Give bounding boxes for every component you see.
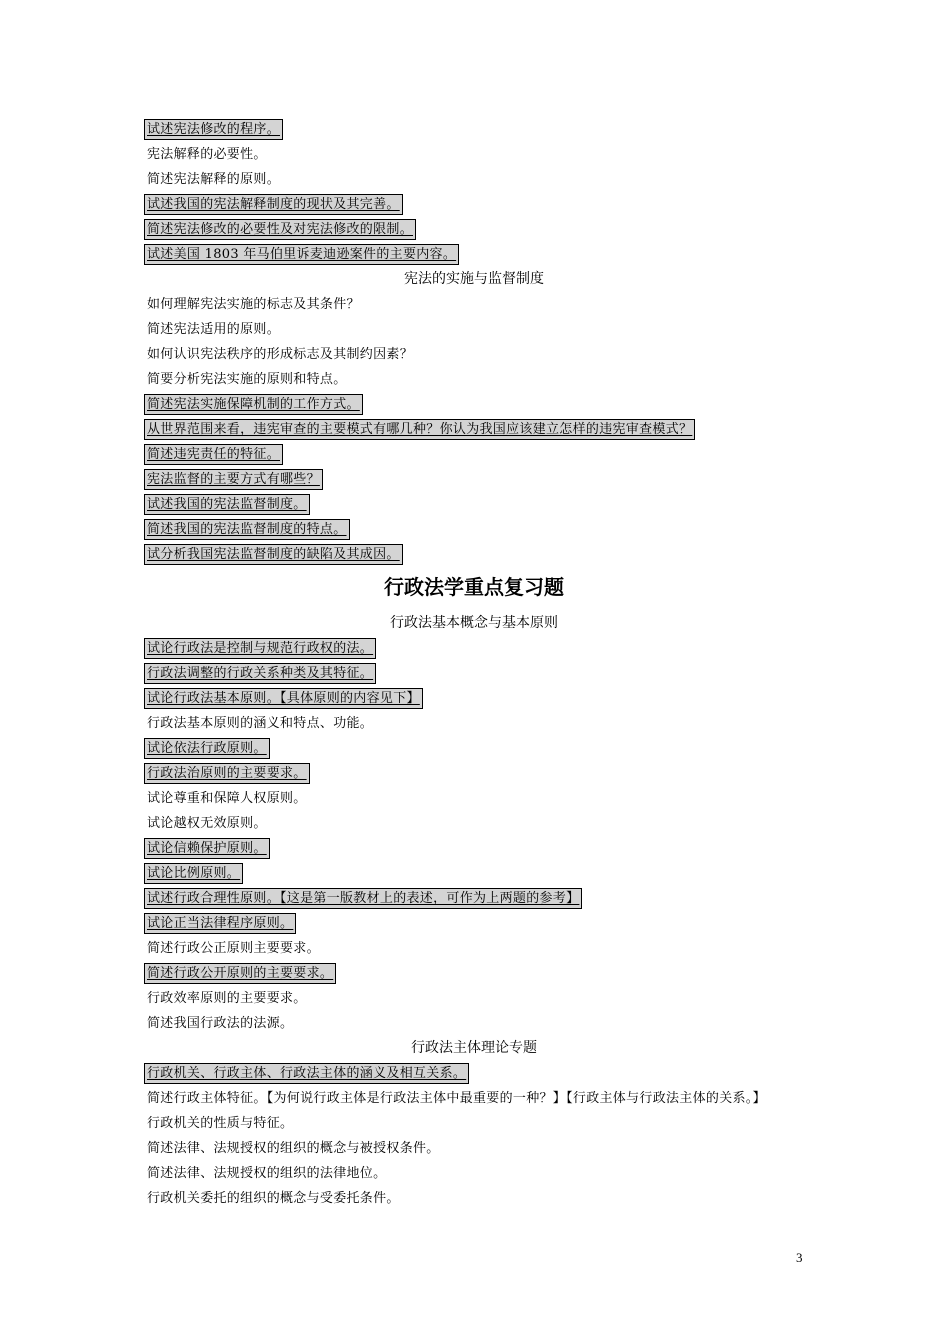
question-text: 简述行政公正原则主要要求。 (147, 941, 320, 956)
question-text: 简述我国的宪法监督制度的特点。 (144, 519, 350, 540)
question-text: 简述宪法修改的必要性及对宪法修改的限制。 (144, 219, 416, 240)
question-item (144, 936, 824, 961)
chapter-title: 行政法学重点复习题 (384, 575, 564, 599)
highlighted-question (144, 911, 824, 936)
question-text: 试述我国的宪法解释制度的现状及其完善。 (144, 194, 403, 215)
question-text: 宪法监督的主要方式有哪些？ (144, 469, 323, 490)
question-text: 试述宪法修改的程序。 (144, 119, 283, 140)
question-text: 行政法治原则的主要要求。 (144, 763, 310, 784)
question-text: 简述宪法适用的原则。 (147, 322, 281, 337)
highlighted-question (144, 467, 824, 492)
question-item (144, 317, 824, 342)
highlighted-question (144, 836, 824, 861)
highlighted-question (144, 761, 824, 786)
question-text: 行政法基本原则的涵义和特点、功能。 (147, 716, 374, 731)
question-text: 试论尊重和保障人权原则。 (147, 791, 307, 806)
highlighted-question (144, 542, 824, 567)
question-item (144, 1111, 824, 1136)
highlighted-question (144, 392, 824, 417)
question-text: 行政机关的性质与特征。 (147, 1116, 294, 1131)
question-text: 宪法解释的必要性。 (147, 147, 267, 162)
question-text: 从世界范围来看，违宪审查的主要模式有哪几种？你认为我国应该建立怎样的违宪审查模式？ (144, 419, 695, 440)
question-item (144, 811, 824, 836)
highlighted-question (144, 117, 824, 142)
question-text: 试述美国 1803 年马伯里诉麦迪逊案件的主要内容。 (144, 244, 459, 265)
section-heading: 行政法基本概念与基本原则 (390, 615, 558, 631)
question-text: 试论越权无效原则。 (147, 816, 267, 831)
question-text: 行政机关委托的组织的概念与受委托条件。 (147, 1191, 400, 1206)
question-item (144, 342, 824, 367)
highlighted-question (144, 686, 824, 711)
question-text: 行政法调整的行政关系种类及其特征。 (144, 663, 376, 684)
question-item (144, 1161, 824, 1186)
question-text: 试分析我国宪法监督制度的缺陷及其成因。 (144, 544, 403, 565)
question-text: 简要分析宪法实施的原则和特点。 (147, 372, 347, 387)
question-text: 如何认识宪法秩序的形成标志及其制约因素？ (147, 347, 414, 362)
highlighted-question (144, 192, 824, 217)
highlighted-question (144, 886, 824, 911)
highlighted-question (144, 1061, 824, 1086)
question-text: 试论比例原则。 (144, 863, 243, 884)
highlighted-question (144, 492, 824, 517)
question-text: 简述法律、法规授权的组织的概念与被授权条件。 (147, 1141, 440, 1156)
question-text: 试论正当法律程序原则。 (144, 913, 296, 934)
question-item (144, 986, 824, 1011)
section-heading: 行政法主体理论专题 (411, 1040, 537, 1056)
question-text: 简述宪法实施保障机制的工作方式。 (144, 394, 363, 415)
question-text: 简述宪法解释的原则。 (147, 172, 281, 187)
highlighted-question (144, 442, 824, 467)
question-text: 如何理解宪法实施的标志及其条件？ (147, 297, 360, 312)
highlighted-question (144, 736, 824, 761)
highlighted-question (144, 417, 824, 442)
question-text: 简述违宪责任的特征。 (144, 444, 283, 465)
question-item (144, 167, 824, 192)
document-body (144, 117, 824, 1211)
question-item (144, 292, 824, 317)
question-text: 行政效率原则的主要要求。 (147, 991, 307, 1006)
question-item (144, 1136, 824, 1161)
question-text: 行政机关、行政主体、行政法主体的涵义及相互关系。 (144, 1063, 469, 1084)
question-item (144, 367, 824, 392)
question-text: 试论行政法基本原则。【具体原则的内容见下】 (144, 688, 423, 709)
question-text: 试论信赖保护原则。 (144, 838, 270, 859)
section-heading: 宪法的实施与监督制度 (404, 271, 544, 287)
question-item (144, 786, 824, 811)
question-text: 简述我国行政法的法源。 (147, 1016, 294, 1031)
question-item (144, 1186, 824, 1211)
question-text: 简述行政公开原则的主要要求。 (144, 963, 336, 984)
question-text: 试述我国的宪法监督制度。 (144, 494, 310, 515)
question-item (144, 1011, 824, 1036)
highlighted-question (144, 661, 824, 686)
highlighted-question (144, 517, 824, 542)
highlighted-question (144, 217, 824, 242)
highlighted-question (144, 861, 824, 886)
highlighted-question (144, 961, 824, 986)
highlighted-question (144, 242, 824, 267)
page-number: 3 (796, 1250, 803, 1265)
question-text: 简述法律、法规授权的组织的法律地位。 (147, 1166, 387, 1181)
highlighted-question (144, 636, 824, 661)
question-text: 试论依法行政原则。 (144, 738, 270, 759)
question-item (144, 142, 824, 167)
question-item (144, 711, 824, 736)
question-text: 试论行政法是控制与规范行政权的法。 (144, 638, 376, 659)
question-text: 试述行政合理性原则。【这是第一版教材上的表述，可作为上两题的参考】 (144, 888, 582, 909)
question-item (144, 1086, 824, 1111)
question-text: 简述行政主体特征。【为何说行政主体是行政法主体中最重要的一种？】【行政主体与行政法主体的关系。】 (147, 1091, 766, 1106)
